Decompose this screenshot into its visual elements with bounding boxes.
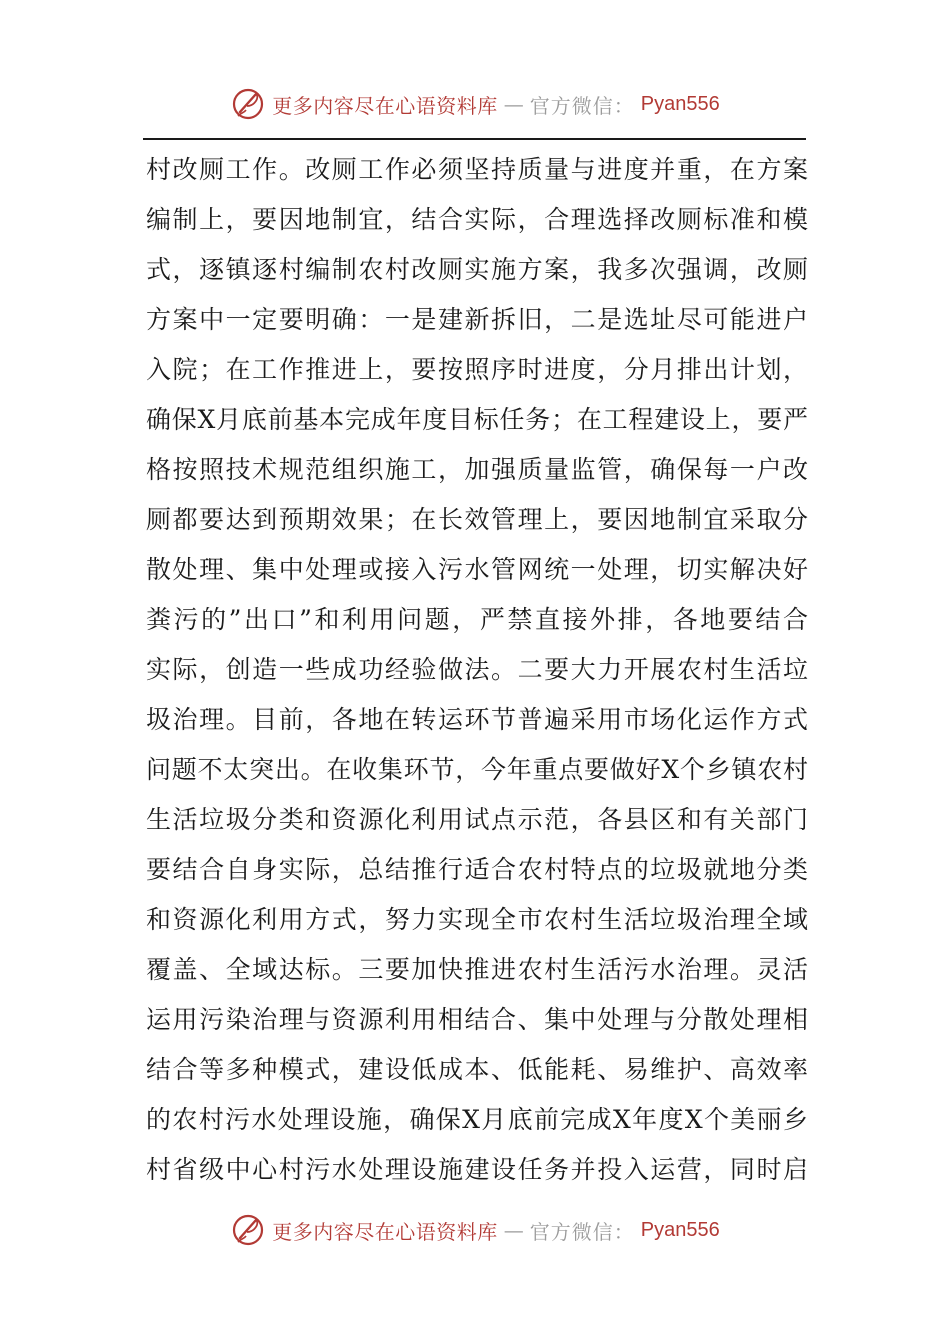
banner-account: Pyan556	[640, 1218, 720, 1241]
quill-pen-logo-icon	[230, 1212, 266, 1248]
body-line: 方案中一定要明确：一是建新拆旧，二是选址尽可能进户	[146, 305, 808, 334]
banner-official-label: 官方微信：	[529, 93, 635, 118]
body-line: 确保X月底前基本完成年度目标任务；在工程建设上，要严	[146, 405, 808, 434]
body-line: 和资源化利用方式，努力实现全市农村生活垃圾治理全域	[146, 905, 808, 934]
body-line: 粪污的”出口”和利用问题，严禁直接外排，各地要结合	[146, 605, 808, 634]
body-line: 生活垃圾分类和资源化利用试点示范，各县区和有关部门	[146, 805, 808, 834]
header-divider	[143, 138, 806, 140]
banner-separator: —	[503, 92, 524, 116]
body-line: 圾治理。目前，各地在转运环节普遍采用市场化运作方式	[146, 705, 808, 734]
body-line: 散处理、集中处理或接入污水管网统一处理，切实解决好	[146, 555, 808, 584]
banner-account: Pyan556	[640, 92, 720, 115]
body-line: 的农村污水处理设施，确保X月底前完成X年度X个美丽乡	[146, 1105, 808, 1134]
quill-pen-logo-icon	[230, 86, 266, 122]
header-banner	[0, 82, 950, 126]
body-line: 厕都要达到预期效果；在长效管理上，要因地制宜采取分	[146, 505, 808, 534]
banner-official-label: 官方微信：	[529, 1219, 635, 1244]
banner-brand-text: 更多内容尽在心语资料库	[272, 93, 498, 118]
body-line: 编制上，要因地制宜，结合实际，合理选择改厕标准和模	[146, 205, 808, 234]
banner-brand-text: 更多内容尽在心语资料库	[272, 1219, 498, 1244]
body-line: 要结合自身实际，总结推行适合农村特点的垃圾就地分类	[146, 855, 808, 884]
banner-separator: —	[503, 1218, 524, 1242]
body-line: 村改厕工作。改厕工作必须坚持质量与进度并重，在方案	[146, 155, 808, 184]
body-line: 结合等多种模式，建设低成本、低能耗、易维护、高效率	[146, 1055, 808, 1084]
body-line: 格按照技术规范组织施工，加强质量监管，确保每一户改	[146, 455, 808, 484]
footer-banner	[0, 1208, 950, 1252]
body-line: 入院；在工作推进上，要按照序时进度，分月排出计划，	[146, 355, 808, 384]
document-body	[146, 145, 808, 1195]
body-line: 运用污染治理与资源利用相结合、集中处理与分散处理相	[146, 1005, 808, 1034]
body-line: 实际，创造一些成功经验做法。二要大力开展农村生活垃	[146, 655, 808, 684]
body-line: 村省级中心村污水处理设施建设任务并投入运营，同时启	[146, 1155, 808, 1184]
body-line: 问题不太突出。在收集环节，今年重点要做好X个乡镇农村	[146, 755, 808, 784]
body-line: 覆盖、全域达标。三要加快推进农村生活污水治理。灵活	[146, 955, 808, 984]
body-line: 式，逐镇逐村编制农村改厕实施方案，我多次强调，改厕	[146, 255, 808, 284]
